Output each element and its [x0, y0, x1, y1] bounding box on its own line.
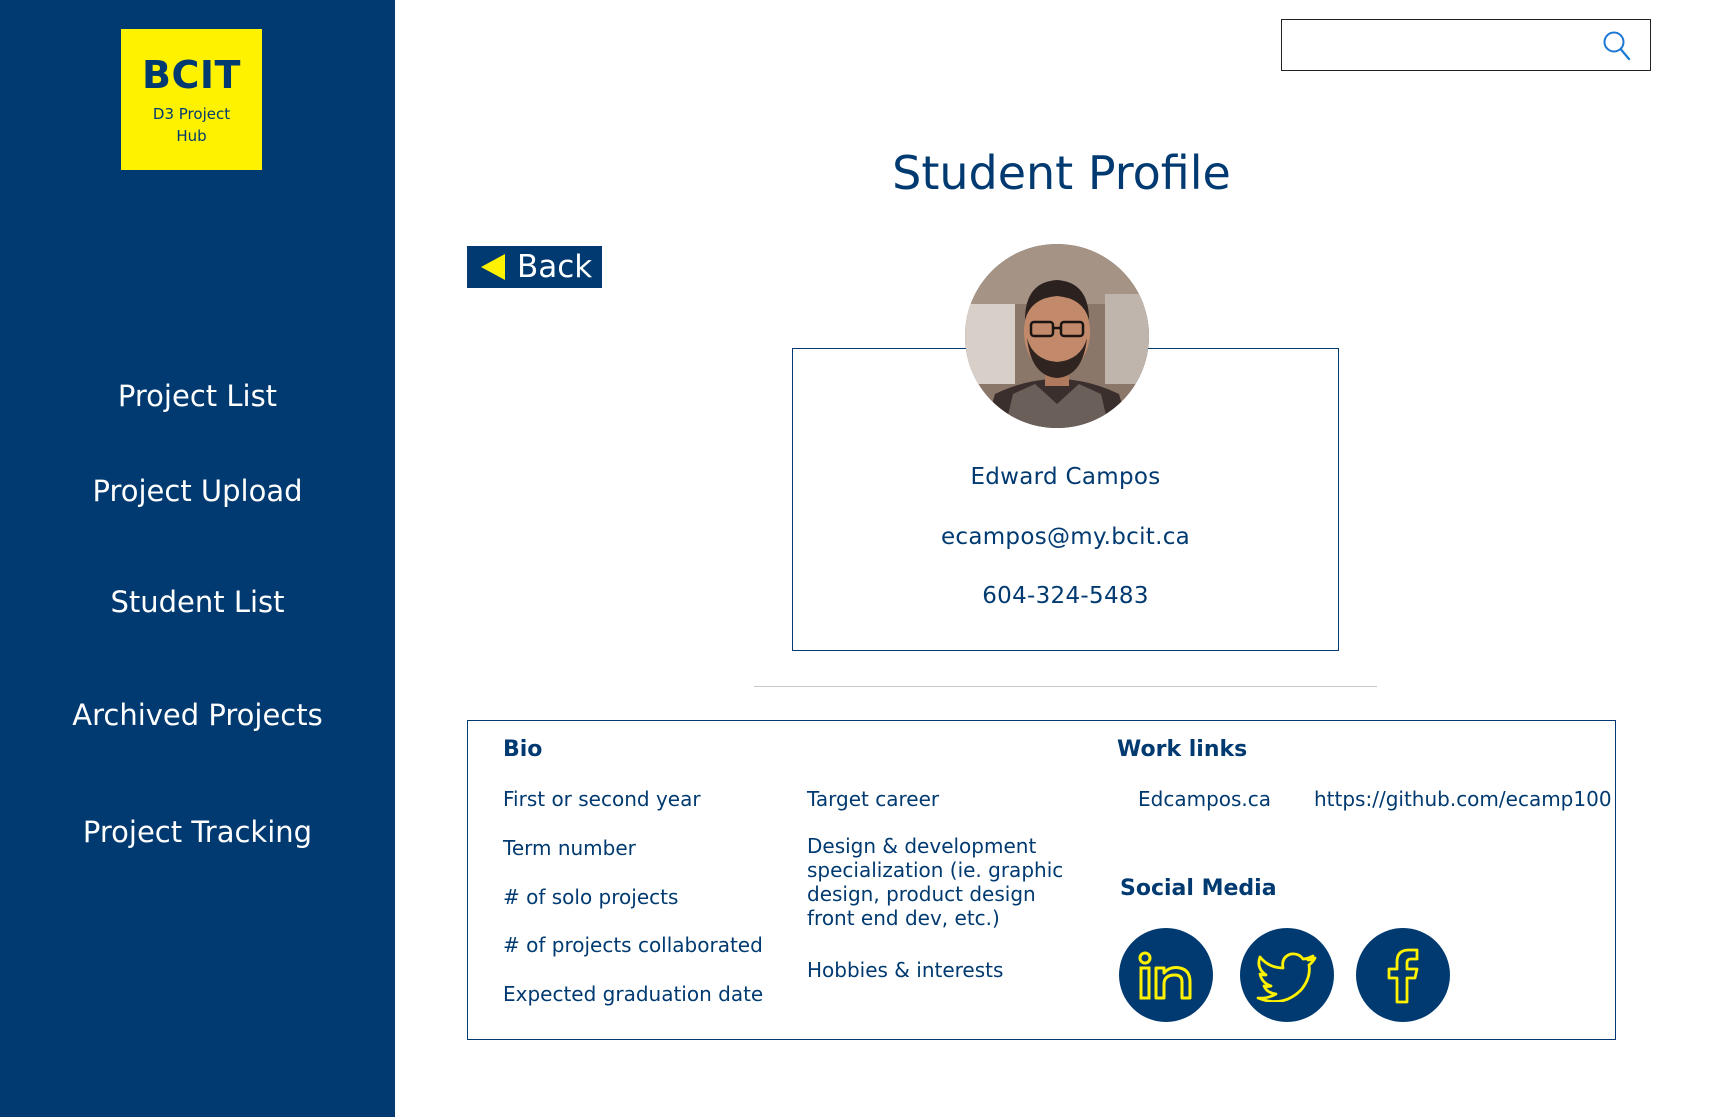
nav-project-tracking[interactable]: Project Tracking — [82, 815, 313, 849]
search-input[interactable] — [1281, 19, 1651, 71]
search-icon[interactable] — [1602, 30, 1632, 62]
bio-graduation-date: Expected graduation date — [503, 982, 764, 1006]
avatar — [965, 244, 1149, 428]
nav-project-upload[interactable]: Project Upload — [92, 474, 303, 508]
bio-hobbies: Hobbies & interests — [807, 958, 1004, 982]
bio-solo-projects: # of solo projects — [503, 885, 679, 909]
bio-term: Term number — [503, 836, 636, 860]
work-link-github[interactable]: https://github.com/ecamp100 — [1314, 787, 1612, 811]
linkedin-button[interactable] — [1119, 928, 1213, 1022]
search-field[interactable] — [1292, 28, 1592, 62]
linkedin-icon — [1136, 948, 1196, 1002]
nav-project-list[interactable]: Project List — [117, 379, 278, 413]
info-panel — [467, 720, 1616, 1040]
nav-student-list[interactable]: Student List — [110, 585, 285, 619]
student-email: ecampos@my.bcit.ca — [940, 524, 1191, 550]
facebook-icon — [1383, 946, 1423, 1004]
sidebar — [0, 0, 395, 1117]
bio-specialization: Design & development specialization (ie. graphic design, product design front end dev, etc.) — [807, 834, 1064, 930]
page-title: Student Profile — [892, 146, 1231, 200]
work-links-heading: Work links — [1117, 737, 1248, 762]
student-phone: 604-324-5483 — [982, 583, 1149, 609]
back-arrow-icon — [481, 254, 505, 280]
bio-year: First or second year — [503, 787, 701, 811]
social-media-heading: Social Media — [1120, 876, 1277, 901]
back-button[interactable] — [467, 246, 602, 288]
logo-subtitle: D3 Project Hub — [152, 105, 231, 145]
student-name: Edward Campos — [970, 464, 1161, 490]
bio-heading: Bio — [503, 737, 543, 762]
back-button-label: Back — [517, 249, 593, 285]
logo-title: BCIT — [142, 53, 241, 97]
facebook-button[interactable] — [1356, 928, 1450, 1022]
work-link-website[interactable]: Edcampos.ca — [1138, 787, 1272, 811]
nav-archived-projects[interactable]: Archived Projects — [72, 698, 323, 732]
twitter-button[interactable] — [1240, 928, 1334, 1022]
twitter-icon — [1255, 948, 1319, 1002]
section-divider — [754, 686, 1377, 687]
bcit-logo[interactable] — [121, 29, 262, 170]
bio-collab-projects: # of projects collaborated — [503, 933, 763, 957]
bio-target-career: Target career — [807, 787, 940, 811]
